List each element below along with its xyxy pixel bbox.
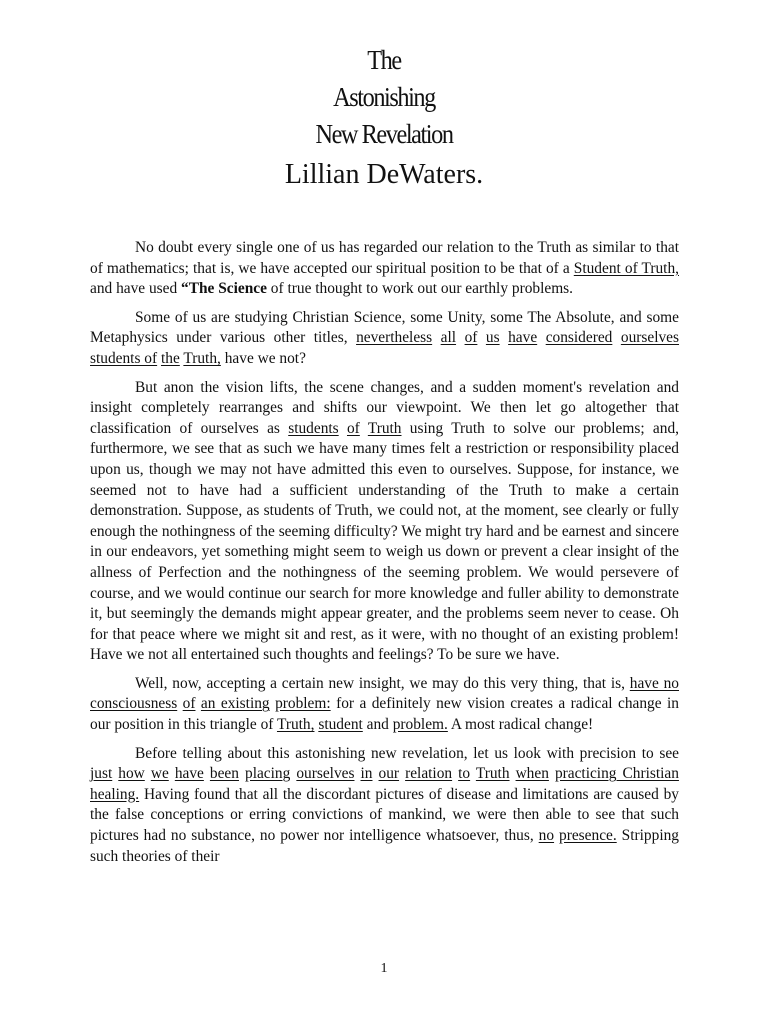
text-run: for a definitely new vision creates a radical change in our position in this triangle of (90, 695, 679, 734)
underlined-text: just (90, 765, 113, 783)
text-run: Before telling about this astonishing new revelation, let us look with precision to see (135, 744, 679, 762)
text-run (537, 329, 546, 346)
underlined-text: relation (405, 765, 453, 783)
text-run: Some of us are studying Christian Science, some Unity, some The Absolute, and some Metaphysics under various other titles, (90, 308, 679, 347)
paragraph-2 (90, 308, 679, 370)
underlined-text: of (182, 695, 196, 713)
underlined-text: in (360, 765, 373, 783)
text-run: Stripping such theories of their (90, 827, 679, 865)
underlined-text: to (458, 765, 471, 783)
text-run (612, 329, 621, 346)
underlined-text: Truth, (276, 716, 315, 734)
underlined-text: problem. (392, 716, 448, 734)
title-block (0, 42, 768, 195)
text-run: But anon the vision lifts, the scene changes, and a sudden moment's revelation and insight completely rearranges and shifts our viewpoint. We then let go altogether that classification of ourselves as (90, 378, 679, 437)
text-run: and have used (90, 280, 182, 298)
underlined-text: of (346, 419, 360, 437)
underlined-text: practicing Christian (554, 765, 679, 783)
text-run (500, 329, 509, 346)
page-number: 1 (380, 961, 388, 976)
underlined-text: presence. (559, 827, 617, 845)
text-run: and (362, 716, 393, 734)
paragraph-3 (90, 378, 679, 666)
underlined-text: placing (245, 765, 291, 783)
underlined-text: no (538, 827, 555, 845)
text-run: Having found that all the discordant pictures of disease and limitations are caused by the false conceptions or erring convictions of mankind, we were then able to see that such pictures had no substance, no power nor intelligence whatsoever, thus, (90, 785, 679, 845)
text-run (477, 329, 486, 346)
underlined-text: an existing (200, 695, 270, 713)
underlined-text: have no consciousness (90, 674, 679, 713)
underlined-text: have (174, 765, 204, 783)
underlined-text: Student of Truth, (573, 259, 679, 277)
underlined-text: healing. (90, 785, 140, 803)
author-name: Lillian DeWaters. (284, 159, 484, 190)
body-text (90, 238, 679, 875)
paragraph-4 (90, 674, 679, 736)
title-line-1: The (367, 45, 401, 75)
underlined-text: the (160, 349, 180, 367)
underlined-text: students of (90, 349, 158, 367)
underlined-text: when (515, 765, 549, 783)
underlined-text: how (118, 765, 145, 783)
underlined-text: students (288, 419, 339, 437)
text-run: A most radical change! (447, 716, 594, 734)
underlined-text: problem: (275, 695, 331, 713)
underlined-text: us (485, 329, 500, 347)
underlined-text: Truth (475, 765, 510, 783)
text-run (432, 329, 441, 346)
underlined-text: been (209, 765, 239, 783)
text-run (360, 420, 368, 437)
underlined-text: student (318, 716, 363, 734)
underlined-text: our (378, 765, 400, 783)
underlined-text: ourselves (620, 329, 680, 347)
text-run: using Truth to solve our problems; and, furthermore, we see that as such we have many times felt a restriction or responsibility placed upon us, though we may not have admitted this even to ourselves. Suppose, for instance, we seemed not to have had a sufficient understanding of the Truth to make a certain demonstration. Suppose, as students of Truth, we could not, at the moment, see clearly or fully enough the nothingness of the seeming difficulty? We might try hard and be earnest and sincere in our endeavors, yet something might seem to weigh us down or prevent a clear insight of the allness of Perfection and the nothingness of the seeming problem. We would persevere of course, and we would continue our search for more knowledge and fuller ability to demonstrate it, but seemingly the demands might appear greater, and the problems seem never to cease. Oh for that peace where we might sit and rest, as it were, with no thought of an existing problem! Have we not all entertained such thoughts and feelings? To be sure we have. (90, 419, 679, 664)
underlined-text: Truth (367, 419, 402, 437)
title-line-2: Astonishing (333, 82, 435, 112)
paragraph-5 (90, 744, 679, 868)
underlined-text: nevertheless (356, 329, 433, 347)
text-run: of true thought to work out our earthly problems. (266, 280, 573, 298)
underlined-text: ourselves (296, 765, 355, 783)
paragraph-1 (90, 238, 679, 300)
underlined-text: Truth, (183, 349, 221, 367)
text-run: have we not? (220, 349, 306, 367)
title-line-3: New Revelation (315, 119, 453, 149)
underlined-text: have (508, 329, 538, 347)
text-run: No doubt every single one of us has regarded our relation to the Truth as similar to that of mathematics; that is, we have accepted our spiritual position to be that of a (90, 239, 679, 277)
bold-text: “The Science (181, 280, 267, 298)
underlined-text: all (440, 329, 457, 347)
text-run (339, 420, 347, 437)
underlined-text: considered (545, 329, 613, 347)
underlined-text: of (464, 329, 478, 347)
underlined-text: we (150, 765, 169, 783)
text-run: Well, now, accepting a certain new insight, we may do this very thing, that is, (135, 674, 630, 692)
text-run (456, 329, 465, 346)
